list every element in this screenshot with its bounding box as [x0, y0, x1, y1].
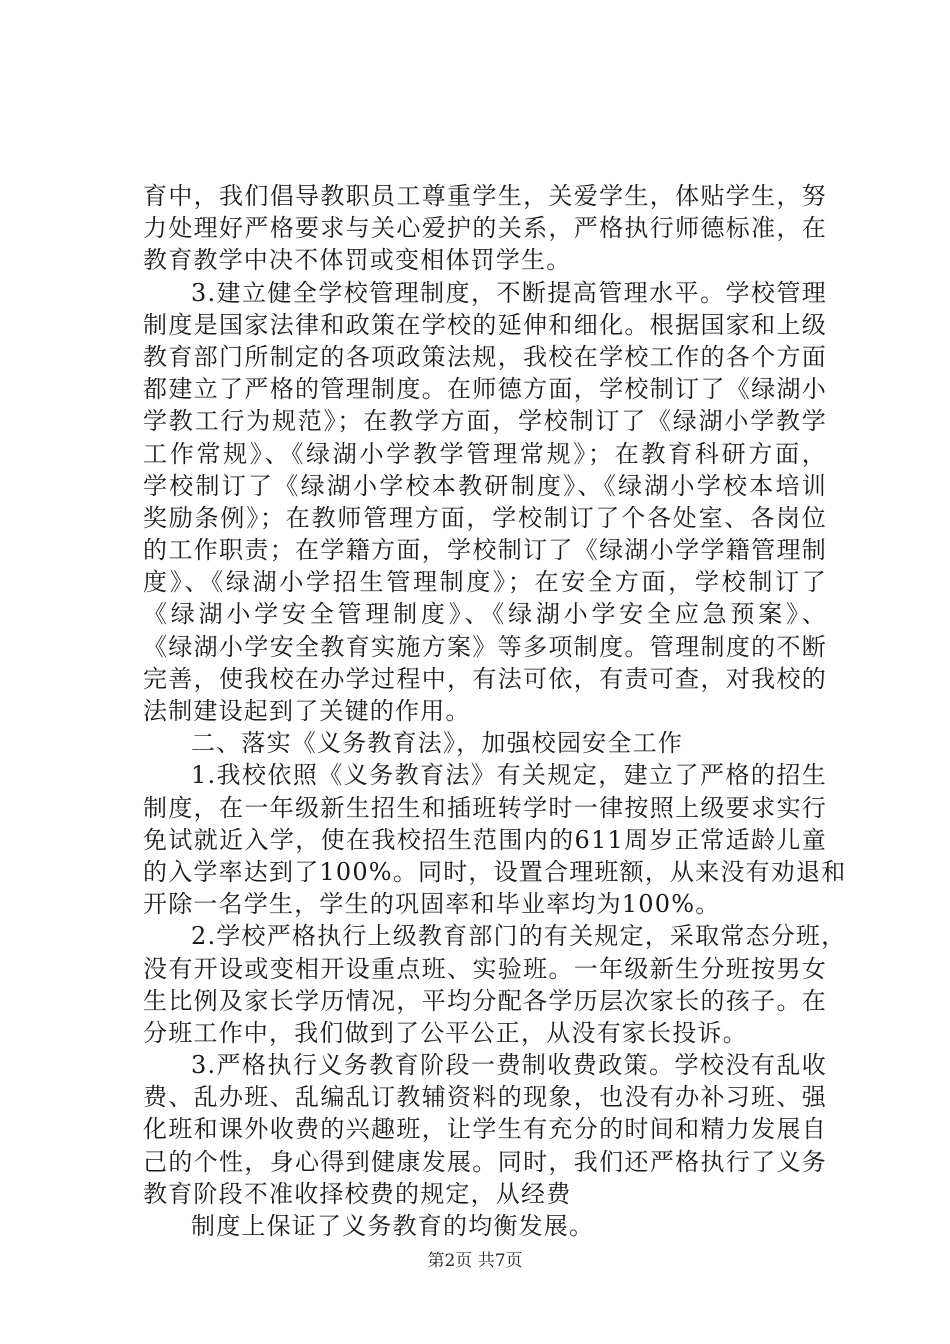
document-body — [143, 180, 847, 1242]
text-line: 《绿湖小学安全管理制度》、《绿湖小学安全应急预案》、 — [143, 600, 827, 629]
text-line: 学校制订了《绿湖小学校本教研制度》、《绿湖小学校本培训 — [143, 471, 827, 500]
text-line: 的工作职责；在学籍方面，学校制订了《绿湖小学学籍管理制 — [143, 536, 827, 565]
text-line: 1.我校依照《义务教育法》有关规定，建立了严格的招生 — [191, 761, 827, 790]
text-line: 2.学校严格执行上级教育部门的有关规定，采取常态分班， — [191, 922, 847, 951]
section-heading: 二、落实《义务教育法》，加强校园安全工作 — [191, 729, 683, 758]
text-line: 工作常规》、《绿湖小学教学管理常规》；在教育科研方面， — [143, 439, 827, 468]
text-line: 免试就近入学，使在我校招生范围内的611周岁正常适龄儿童 — [143, 825, 827, 854]
text-line: 制度，在一年级新生招生和插班转学时一律按照上级要求实行 — [143, 793, 827, 822]
text-line: 完善，使我校在办学过程中，有法可依，有责可查，对我校的 — [143, 664, 827, 693]
text-line: 奖励条例》；在教师管理方面，学校制订了个各处室、各岗位 — [143, 503, 827, 532]
text-line: 化班和课外收费的兴趣班，让学生有充分的时间和精力发展自 — [143, 1115, 827, 1144]
text-line: 费、乱办班、乱编乱订教辅资料的现象，也没有办补习班、强 — [143, 1083, 827, 1112]
text-line: 《绿湖小学安全教育实施方案》等多项制度。管理制度的不断 — [143, 632, 827, 661]
text-line: 教育部门所制定的各项政策法规，我校在学校工作的各个方面 — [143, 342, 827, 371]
text-line: 学教工行为规范》；在教学方面，学校制订了《绿湖小学教学 — [143, 407, 827, 436]
text-line: 没有开设或变相开设重点班、实验班。一年级新生分班按男女 — [143, 954, 827, 983]
text-line: 3.严格执行义务教育阶段一费制收费政策。学校没有乱收 — [191, 1051, 827, 1080]
text-line: 生比例及家长学历情况，平均分配各学历层次家长的孩子。在 — [143, 986, 827, 1015]
text-line: 度》、《绿湖小学招生管理制度》；在安全方面，学校制订了 — [143, 568, 827, 597]
text-line: 制度是国家法律和政策在学校的延伸和细化。根据国家和上级 — [143, 310, 827, 339]
text-line: 分班工作中，我们做到了公平公正，从没有家长投诉。 — [143, 1018, 748, 1047]
text-line: 教育阶段不准收择校费的规定，从经费 — [143, 1179, 572, 1208]
text-line: 育中，我们倡导教职员工尊重学生，关爱学生，体贴学生，努 — [143, 182, 827, 210]
text-line: 法制建设起到了关键的作用。 — [143, 697, 471, 725]
text-line: 的入学率达到了100%。同时，设置合理班额，从来没有劝退和 — [143, 857, 847, 886]
text-line: 教育教学中决不体罚或变相体罚学生。 — [143, 246, 572, 275]
text-line: 3.建立健全学校管理制度，不断提高管理水平。学校管理 — [191, 278, 827, 307]
text-line: 开除一名学生，学生的巩固率和毕业率均为100%。 — [143, 890, 721, 919]
text-line: 制度上保证了义务教育的均衡发展。 — [191, 1212, 595, 1240]
text-line: 己的个性，身心得到健康发展。同时，我们还严格执行了义务 — [143, 1147, 827, 1176]
text-line: 力处理好严格要求与关心爱护的关系，严格执行师德标准，在 — [143, 214, 827, 243]
text-line: 都建立了严格的管理制度。在师德方面，学校制订了《绿湖小 — [143, 375, 827, 404]
page-footer: 第2页 共7页 — [427, 1251, 523, 1271]
